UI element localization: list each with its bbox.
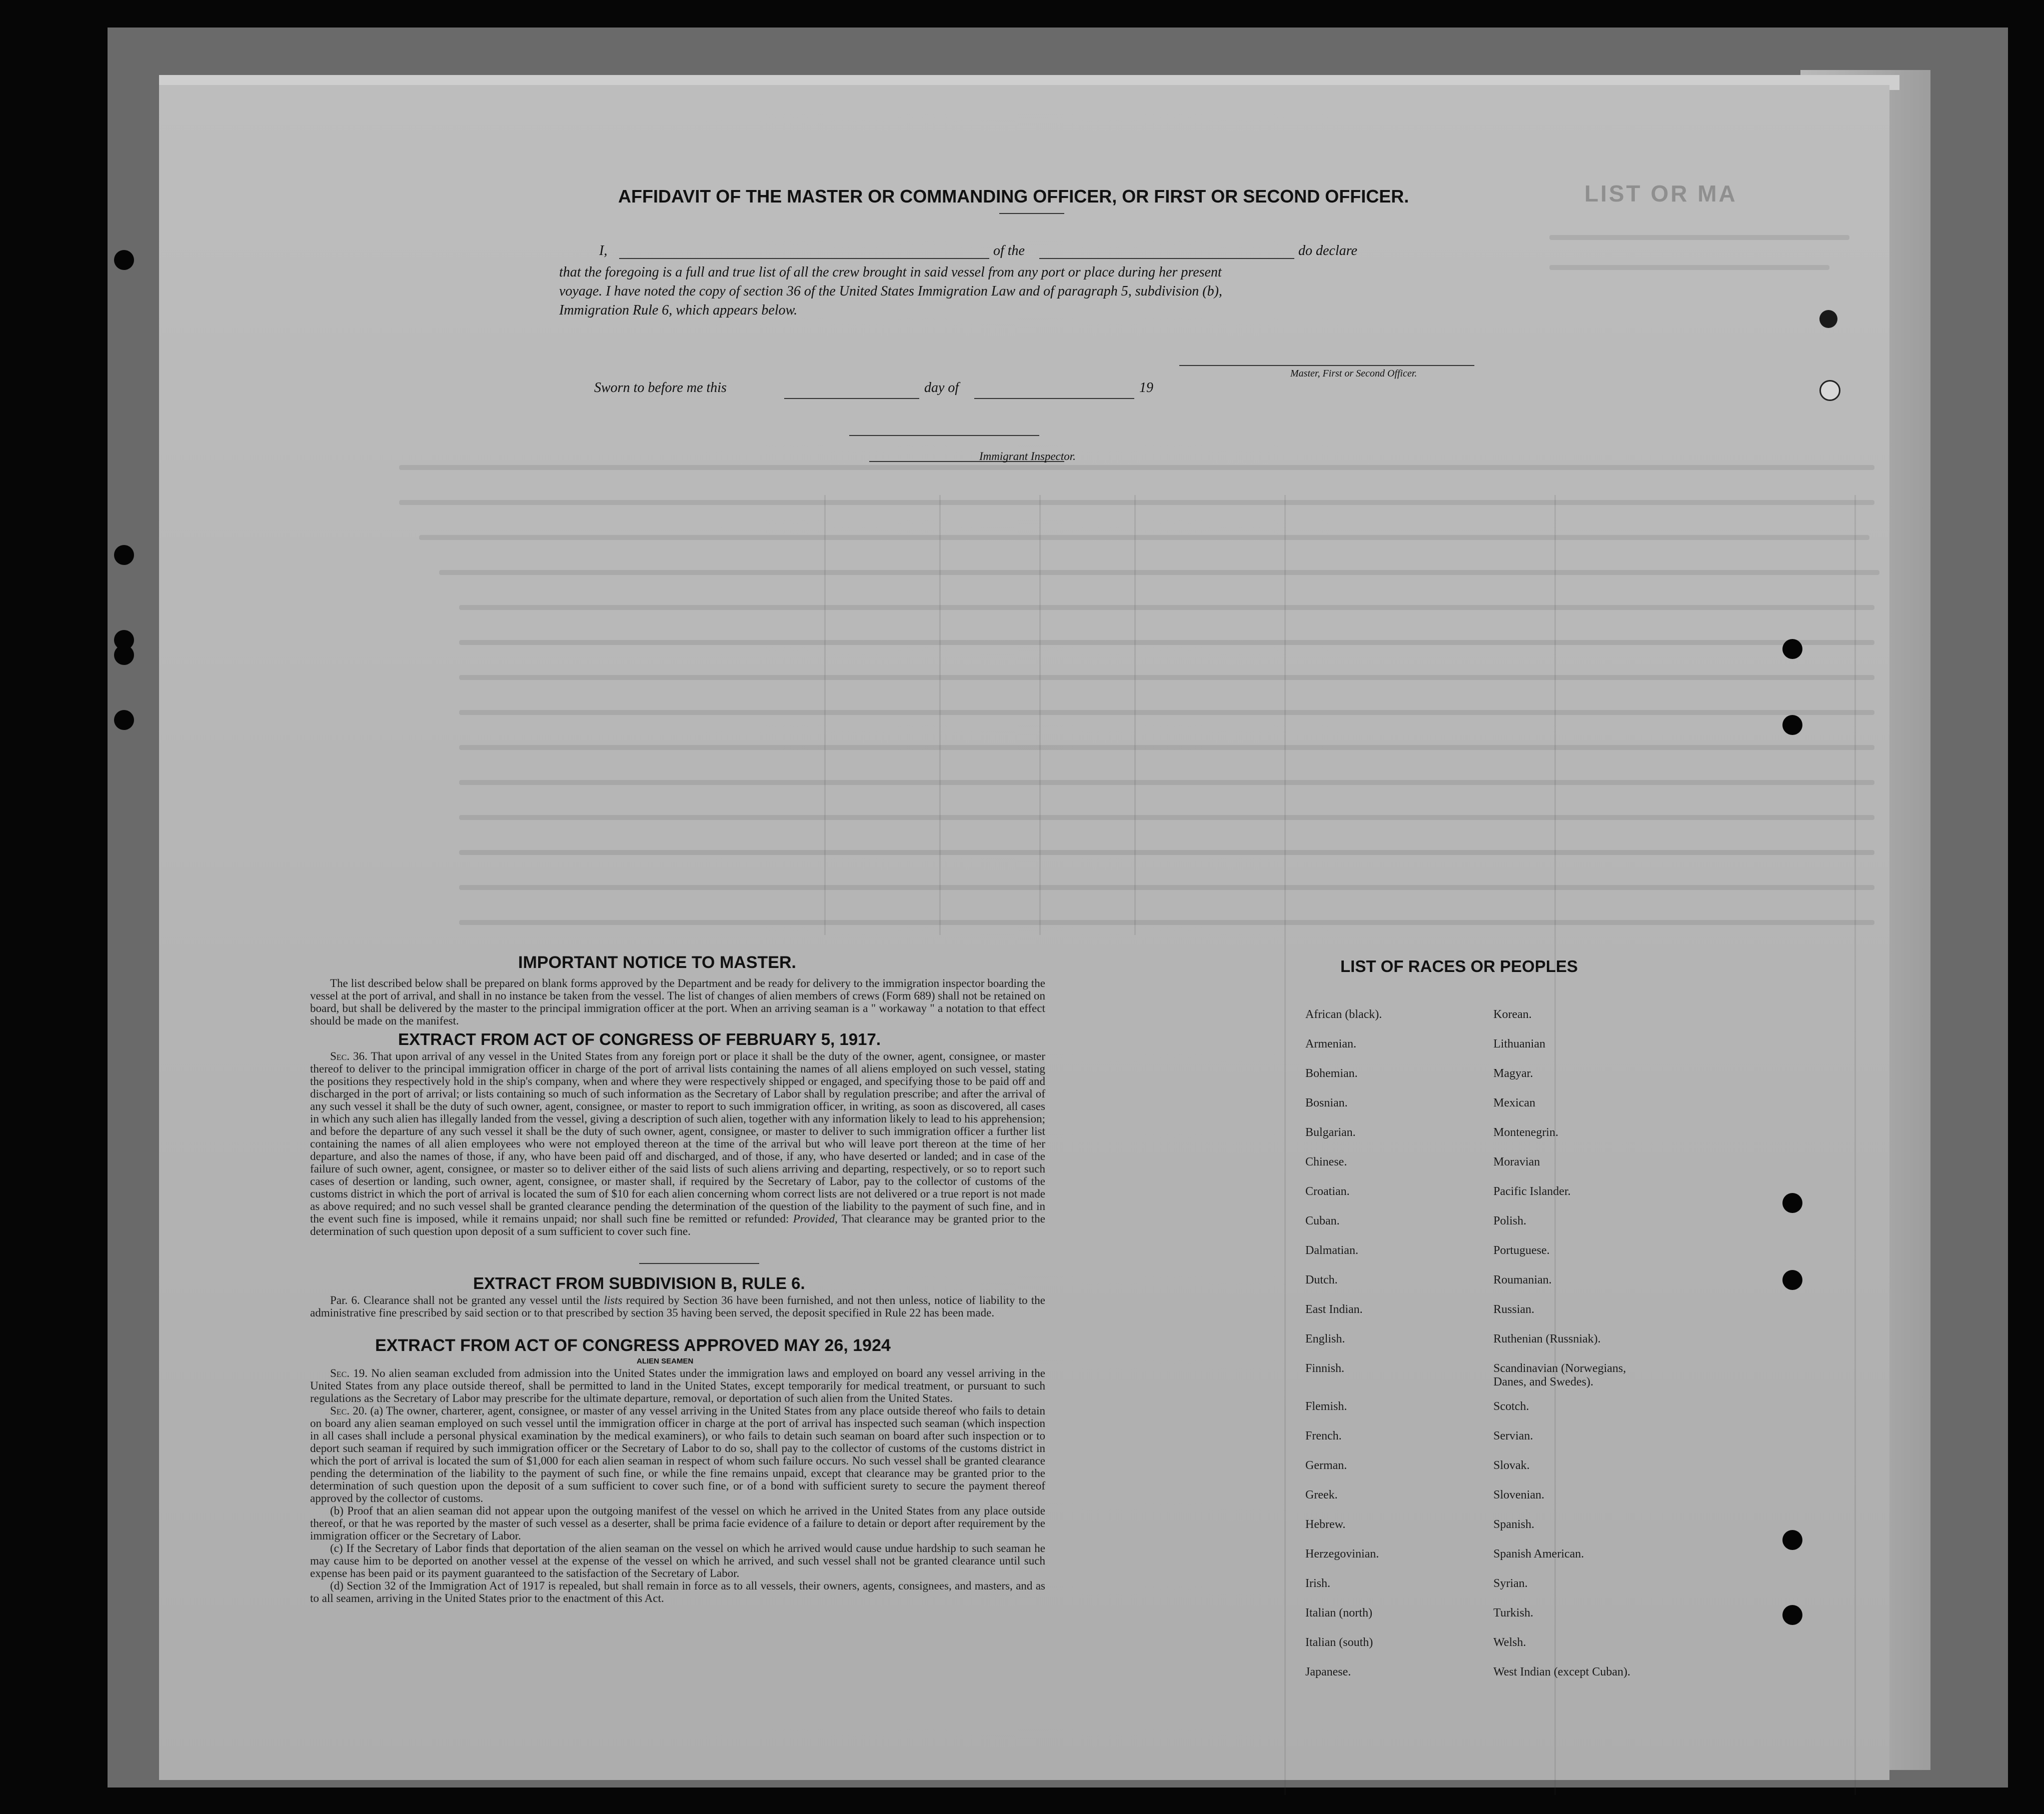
race-item: Croatian.	[1305, 1185, 1350, 1198]
sec-19-text: No alien seaman excluded from admission into the United States under the immigration laws and employed on board any vessel arriving in the United States from any place outside thereof, shall be permitted to land in the United States, except temporarily for medical treatment, or pursuant to such regulations as the Secretary of Labor may prescribe for the ultimate departure, removal, or deportation of such alien from the United States.	[310, 1367, 1045, 1404]
race-item: Italian (south)	[1305, 1636, 1373, 1649]
bleed-through-column	[939, 495, 941, 935]
sec-20c-paragraph: (c) If the Secretary of Labor finds that deportation of the alien seaman on the vessel on which he arrived would cause undue hardship to such seaman he may cause him to be deported on another vessel at the expense of the vessel on which he arrived, and such vessel shall not be granted clearance until such expense has been paid or its payment guaranteed to the satisfaction of the Secretary of Labor.	[310, 1542, 1045, 1580]
race-item: Ruthenian (Russniak).	[1493, 1332, 1601, 1346]
sec-20b-paragraph: (b) Proof that an alien seaman did not appear upon the outgoing manifest of the vessel on which he arrived in the United States from any place outside thereof, or that he was reported by the master of such vessel as a deserter, shall be prima facie evidence of a failure to detain or deport after requirement by the immigration officer or the Secretary of Labor.	[310, 1504, 1045, 1542]
bleed-through-row	[459, 780, 1874, 785]
affidavit-line-4: Immigration Rule 6, which appears below.	[559, 302, 798, 318]
bleed-through-column	[824, 495, 826, 935]
extract-1917-text: That upon arrival of any vessel in the United States from any foreign port or place it shall be the duty of the owner, agent, consignee, or master thereof to deliver to the principal immigration officer in charge of the port of arrival lists containing the names of all aliens employed on such vessel, stating the positions they respectively hold in the ship's company, when and where they were respectively shipped or engaged, and specifying those to be paid off and discharged in the port of arrival; or lists containing so much of such information as the Secretary of Labor shall by regulation prescribe; and after the arrival of any such vessel it shall be the duty of such owner, agent, consignee, or master to report to such immigration officer, in writing, as soon as discovered, all cases in which any such alien has illegally landed from the vessel, giving a description of such alien, together with any information likely to lead to his apprehension; and before the departure of any such vessel it shall be the duty of such owner, agent, consignee, or master to deliver to such immigration officer a further list containing the names of all alien employees who were not employed thereon at the time of the arrival but who will leave port thereon at the time of her departure, and also the names of those, if any, who have been paid off and discharged, and of those, if any, who have deserted or landed; and in case of the failure of such owner, agent, consignee, or master so to deliver either of the said lists of such aliens arriving and departing, respectively, or so to report such cases of desertion or landing, such owner, agent, consignee, or master shall, if required by the Secretary of Labor, pay to the collector of customs of the customs district in which the port of arrival is located the sum of $10 for each alien concerning whom correct lists are not delivered or a true report is not made as above required; and no such vessel shall be granted clearance pending the determination of the question of the liability to the payment of such fine, and in the event such fine is imposed, while it remains unpaid; nor shall such fine be remitted or refunded:	[310, 1050, 1045, 1225]
rule6-text-end: required by Section 36 have been furnished, and not then unless, notice of liability to the administrative fine prescribed by said section or to that prescribed by section 35 having been served, the deposit specified in Rule 22 has been made.	[310, 1294, 1046, 1319]
notice-body: The list described below shall be prepared on blank forms approved by the Department and be ready for delivery to the immigration inspector boarding the vessel at the port of arrival, and shall in no instance be taken from the vessel. The list of changes of alien members of crews (Form 689) shall not be retained on board, but shall be delivered by the master to the principal immigration officer at the port. When an arriving seaman is a " workaway " a notation to that effect should be made on the manifest.	[310, 977, 1045, 1027]
extract-1924-body	[310, 1367, 1045, 1604]
race-item: Dalmatian.	[1305, 1244, 1358, 1257]
bleed-through-row	[399, 465, 1874, 470]
extract-1924-title: EXTRACT FROM ACT OF CONGRESS APPROVED MAY 26, 1924	[375, 1336, 891, 1355]
race-item: German.	[1305, 1459, 1347, 1472]
sec-20a-paragraph	[310, 1404, 1045, 1504]
bleed-through-row	[459, 885, 1874, 890]
vessel-field[interactable]	[1039, 258, 1294, 259]
document-page	[159, 85, 1889, 1780]
name-field[interactable]	[619, 258, 989, 259]
race-item: Portuguese.	[1493, 1244, 1550, 1257]
race-item: French.	[1305, 1430, 1342, 1442]
bleed-through-column	[1134, 495, 1136, 935]
race-item: Turkish.	[1493, 1606, 1533, 1620]
race-item: Moravian	[1493, 1156, 1540, 1168]
punch-hole	[1819, 310, 1837, 328]
race-item: Welsh.	[1493, 1636, 1526, 1649]
punch-hole	[1819, 380, 1840, 401]
bleed-through-row	[459, 605, 1874, 610]
extract-1917-title: EXTRACT FROM ACT OF CONGRESS OF FEBRUARY 5, 1917.	[398, 1030, 881, 1048]
race-item: Mexican	[1493, 1096, 1535, 1110]
affidavit-title: AFFIDAVIT OF THE MASTER OR COMMANDING OFFICER, OR FIRST OR SECOND OFFICER.	[618, 186, 1409, 206]
bleed-through-row	[399, 500, 1874, 505]
affidavit-of-the-label: of the	[993, 243, 1025, 258]
race-item: Cuban.	[1305, 1214, 1340, 1228]
bleed-through-heading: LIST OR MA	[1584, 180, 1737, 206]
extract-1917-body	[310, 1050, 1045, 1238]
sec-20a-text: (a) The owner, charterer, agent, consignee, or master of any vessel arriving in the United States from any place outside thereof who fails to detain on board any alien seaman employed on such vessel until the immigration officer in charge at the port of arrival has inspected such seaman (which inspection in all cases shall include a personal physical examination by the medical examiners), or who fails to detain such seaman on board after such inspection or to deport such seaman if required by such immigration officer or the Secretary of Labor to do so, shall pay to the collector of customs of the customs district in which the port of arrival is located the sum of $1,000 for each alien seaman in respect of whom such failure occurs. No such vessel shall be granted clearance pending the determination of the liability to the payment of such fine, or while the fine remains unpaid, except that clearance may be granted prior to the determination of such question upon the deposit of a sum sufficient to cover such fine, or of a bond with sufficient surety to secure the payment thereof approved by the collector of customs.	[310, 1404, 1046, 1504]
race-item: Greek.	[1305, 1488, 1338, 1502]
race-item: Armenian.	[1305, 1038, 1356, 1050]
signature-caption: Master, First or Second Officer.	[1290, 368, 1417, 379]
race-item: Scotch.	[1493, 1400, 1529, 1413]
extract-1924-subtitle: ALIEN SEAMEN	[637, 1357, 694, 1366]
bleed-through-row	[459, 920, 1874, 925]
race-item: Slovak.	[1493, 1459, 1530, 1472]
race-item: Polish.	[1493, 1214, 1527, 1228]
race-item: Servian.	[1493, 1430, 1533, 1442]
punch-hole	[1782, 1530, 1802, 1550]
race-item: West Indian (except Cuban).	[1493, 1666, 1630, 1678]
rule6-text-start: Par. 6. Clearance shall not be granted any vessel until the	[330, 1294, 601, 1306]
affidavit-line-3: voyage. I have noted the copy of section 36 of the United States Immigration Law and of paragraph 5, subdivision (b),	[559, 284, 1222, 299]
race-item: Dutch.	[1305, 1274, 1338, 1286]
punch-hole	[1782, 715, 1802, 735]
race-item: Montenegrin.	[1493, 1126, 1558, 1139]
race-item: Bosnian.	[1305, 1096, 1348, 1110]
section-rule	[639, 1263, 759, 1264]
bleed-through-row	[1549, 235, 1849, 240]
bleed-through-column	[1854, 495, 1856, 1795]
bleed-through-row	[459, 675, 1874, 680]
race-item: Chinese.	[1305, 1156, 1347, 1168]
bleed-through-column	[1039, 495, 1041, 935]
race-item: Bulgarian.	[1305, 1126, 1356, 1139]
affidavit-line-2: that the foregoing is a full and true list of all the crew brought in said vessel from any port or place during her present	[559, 264, 1222, 280]
race-item: Bohemian.	[1305, 1067, 1358, 1080]
bleed-through-column	[1554, 495, 1556, 1795]
race-item: Irish.	[1305, 1577, 1330, 1590]
race-item: Magyar.	[1493, 1067, 1533, 1080]
sec-20d-paragraph: (d) Section 32 of the Immigration Act of 1917 is repealed, but shall remain in force as to all vessels, their owners, agents, consignees, and masters, and as to all seamen, arriving in the United States prior to the enactment of this Act.	[310, 1580, 1045, 1604]
punch-hole	[114, 250, 134, 270]
punch-hole	[114, 545, 134, 565]
sworn-day-field[interactable]	[784, 398, 919, 399]
title-rule	[999, 213, 1064, 214]
race-item: Spanish.	[1493, 1518, 1535, 1531]
race-item: Italian (north)	[1305, 1606, 1372, 1620]
extract-rule6-title: EXTRACT FROM SUBDIVISION B, RULE 6.	[473, 1274, 805, 1292]
signature-field[interactable]	[1179, 365, 1474, 366]
punch-hole	[1782, 639, 1802, 659]
sworn-label: Sworn to before me this	[594, 380, 727, 396]
sec-19-paragraph	[310, 1367, 1045, 1404]
race-item: Herzegovinian.	[1305, 1548, 1379, 1560]
affidavit-declare-label: do declare	[1298, 243, 1357, 258]
race-item: Spanish American.	[1493, 1548, 1584, 1560]
affidavit-statement	[559, 263, 1222, 320]
bleed-through-row	[459, 745, 1874, 750]
race-item: East Indian.	[1305, 1303, 1363, 1316]
races-title: LIST OF RACES OR PEOPLES	[1340, 957, 1578, 976]
rule6-lists: lists	[604, 1294, 623, 1306]
race-item: Slovenian.	[1493, 1488, 1544, 1502]
sworn-month-field[interactable]	[974, 398, 1134, 399]
bleed-through-row	[459, 850, 1874, 855]
bleed-through-row	[439, 570, 1879, 575]
race-item: Korean.	[1493, 1008, 1532, 1021]
race-item: Scandinavian (Norwegians, Danes, and Swedes).	[1493, 1362, 1626, 1388]
race-item: Pacific Islander.	[1493, 1185, 1571, 1198]
punch-hole	[114, 645, 134, 665]
sec-19-label: Sec. 19.	[330, 1367, 368, 1380]
bleed-through-row	[1549, 265, 1829, 270]
race-item: Finnish.	[1305, 1362, 1345, 1375]
year-label: 19	[1139, 380, 1153, 396]
race-item: Syrian.	[1493, 1577, 1528, 1590]
affidavit-i-label: I,	[599, 243, 608, 258]
day-of-label: day of	[924, 380, 959, 396]
race-item: Japanese.	[1305, 1666, 1351, 1678]
extract-1917-proviso: Provided,	[793, 1212, 838, 1225]
extract-rule6-body	[310, 1294, 1045, 1319]
race-item: Flemish.	[1305, 1400, 1347, 1413]
punch-hole	[1782, 1270, 1802, 1290]
bleed-through-row	[459, 640, 1874, 645]
bleed-through-column	[1284, 495, 1286, 1795]
bleed-through-row	[459, 815, 1874, 820]
inspector-caption: Immigrant Inspector.	[979, 450, 1076, 462]
race-item: Lithuanian	[1493, 1038, 1545, 1050]
race-item: Roumanian.	[1493, 1274, 1552, 1286]
race-item: African (black).	[1305, 1008, 1382, 1021]
date-rule	[849, 435, 1039, 436]
sec-20-label: Sec. 20.	[330, 1404, 367, 1417]
punch-hole	[1782, 1193, 1802, 1213]
race-item: Russian.	[1493, 1303, 1535, 1316]
race-item: English.	[1305, 1332, 1345, 1346]
bleed-through-row	[419, 535, 1869, 540]
extract-1917-section: Sec. 36.	[330, 1050, 368, 1062]
punch-hole	[114, 710, 134, 730]
extract-1917-text-end: That clearance may be granted prior to the determination of such question upon deposit of a sum sufficient to cover such fine.	[310, 1212, 1045, 1238]
notice-title: IMPORTANT NOTICE TO MASTER.	[518, 953, 796, 972]
punch-hole	[1782, 1605, 1802, 1625]
race-item: Hebrew.	[1305, 1518, 1346, 1531]
bleed-through-row	[459, 710, 1874, 715]
